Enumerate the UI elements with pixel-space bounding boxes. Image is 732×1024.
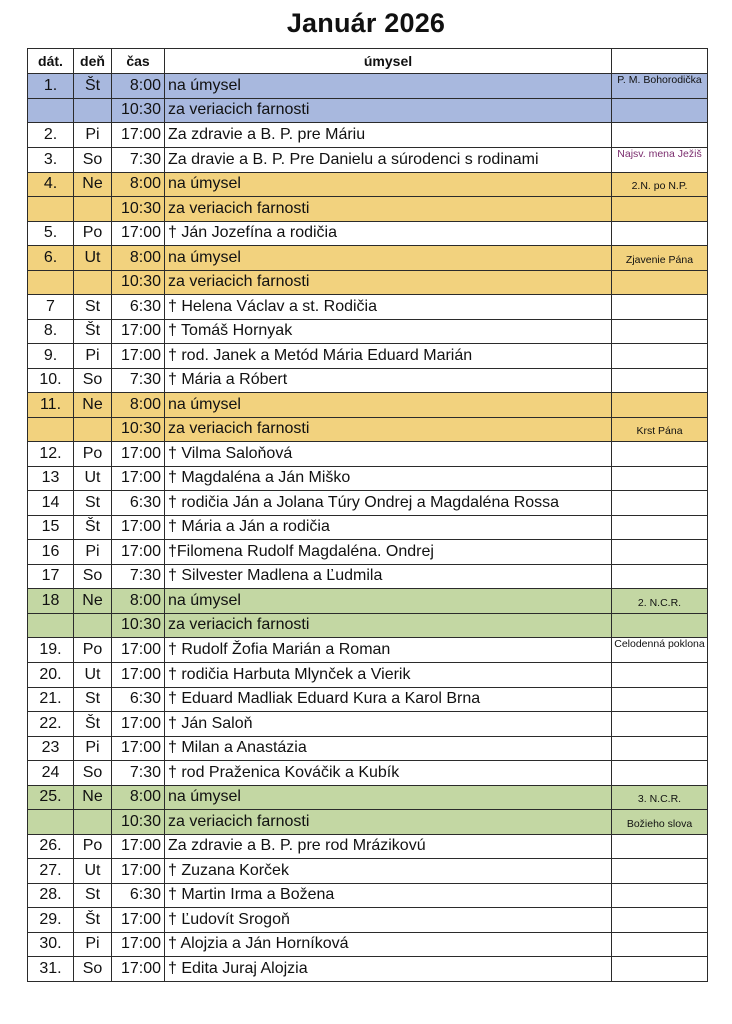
liturgical-note: 3. N.C.R.: [637, 793, 682, 806]
liturgical-note: [612, 451, 707, 456]
table-row: [28, 761, 708, 786]
intention-cell: za veriacich farnosti: [165, 810, 612, 835]
table-row: [28, 834, 708, 859]
date-cell: 23: [28, 736, 74, 761]
liturgical-note: [612, 893, 707, 898]
note-cell: [612, 638, 708, 663]
liturgical-note: [612, 525, 707, 530]
table-row: [28, 491, 708, 516]
table-row: [28, 908, 708, 933]
date-cell: 21.: [28, 687, 74, 712]
date-cell: 14: [28, 491, 74, 516]
table-row: [28, 172, 708, 197]
date-cell: 13: [28, 466, 74, 491]
liturgical-note: [612, 353, 707, 358]
liturgical-note: [612, 574, 707, 579]
table-row: [28, 883, 708, 908]
note-cell: [612, 540, 708, 565]
intention-cell: na úmysel: [165, 73, 612, 98]
day-cell: Pi: [74, 540, 112, 565]
note-cell: [612, 368, 708, 393]
intention-cell: † Vilma Saloňová: [165, 442, 612, 467]
day-cell: [74, 417, 112, 442]
liturgical-note: [612, 206, 707, 211]
header-intention: úmysel: [165, 49, 612, 74]
date-cell: 4.: [28, 172, 74, 197]
intention-cell: za veriacich farnosti: [165, 613, 612, 638]
day-cell: Pi: [74, 736, 112, 761]
note-cell: [612, 859, 708, 884]
date-cell: 15: [28, 515, 74, 540]
liturgical-note: [612, 868, 707, 873]
time-cell: 10:30: [112, 613, 165, 638]
day-cell: St: [74, 687, 112, 712]
date-cell: [28, 270, 74, 295]
time-cell: 10:30: [112, 810, 165, 835]
date-cell: [28, 613, 74, 638]
liturgical-note: Krst Pána: [636, 425, 683, 438]
time-cell: 10:30: [112, 197, 165, 222]
table-row: [28, 368, 708, 393]
date-cell: 1.: [28, 73, 74, 98]
liturgical-note: [612, 746, 707, 751]
day-cell: [74, 270, 112, 295]
time-cell: 17:00: [112, 663, 165, 688]
intention-cell: Za zdravie a B. P. pre Máriu: [165, 123, 612, 148]
table-row: [28, 785, 708, 810]
intention-cell: † rodičia Harbuta Mlynček a Vierik: [165, 663, 612, 688]
time-cell: 17:00: [112, 123, 165, 148]
intention-cell: † Ján Saloň: [165, 712, 612, 737]
intention-cell: na úmysel: [165, 246, 612, 271]
note-cell: [612, 564, 708, 589]
table-row: [28, 393, 708, 418]
liturgical-note: [612, 549, 707, 554]
day-cell: Ne: [74, 172, 112, 197]
note-cell: [612, 442, 708, 467]
liturgical-note: Božieho slova: [626, 817, 693, 830]
intention-cell: Za dravie a B. P. Pre Danielu a súrodenci s rodinami: [165, 147, 612, 172]
header-time: čas: [112, 49, 165, 74]
liturgical-note: [612, 942, 707, 947]
day-cell: Ne: [74, 589, 112, 614]
day-cell: [74, 810, 112, 835]
date-cell: [28, 810, 74, 835]
note-cell: [612, 246, 708, 271]
liturgical-note: [612, 132, 707, 137]
note-cell: [612, 810, 708, 835]
date-cell: 17: [28, 564, 74, 589]
note-cell: [612, 687, 708, 712]
table-row: [28, 295, 708, 320]
intention-cell: † Martin Irma a Božena: [165, 883, 612, 908]
day-cell: So: [74, 761, 112, 786]
note-cell: [612, 589, 708, 614]
note-cell: [612, 344, 708, 369]
intention-cell: na úmysel: [165, 785, 612, 810]
note-cell: [612, 908, 708, 933]
intention-cell: na úmysel: [165, 393, 612, 418]
table-row: [28, 344, 708, 369]
time-cell: 17:00: [112, 932, 165, 957]
note-cell: [612, 834, 708, 859]
liturgical-note: [612, 280, 707, 285]
intention-cell: za veriacich farnosti: [165, 417, 612, 442]
intention-cell: †Filomena Rudolf Magdaléna. Ondrej: [165, 540, 612, 565]
intention-cell: † Mária a Ján a rodičia: [165, 515, 612, 540]
date-cell: 18: [28, 589, 74, 614]
intention-cell: † rodičia Ján a Jolana Túry Ondrej a Magdaléna Rossa: [165, 491, 612, 516]
table-row: [28, 613, 708, 638]
table-row: [28, 810, 708, 835]
note-cell: [612, 957, 708, 982]
time-cell: 7:30: [112, 564, 165, 589]
time-cell: 17:00: [112, 466, 165, 491]
header-date: dát.: [28, 49, 74, 74]
date-cell: 30.: [28, 932, 74, 957]
table-row: [28, 712, 708, 737]
day-cell: Št: [74, 319, 112, 344]
note-cell: [612, 663, 708, 688]
table-row: [28, 197, 708, 222]
date-cell: 9.: [28, 344, 74, 369]
day-cell: [74, 98, 112, 123]
date-cell: 19.: [28, 638, 74, 663]
table-row: [28, 98, 708, 123]
note-cell: [612, 466, 708, 491]
time-cell: 17:00: [112, 344, 165, 369]
intention-cell: † Eduard Madliak Eduard Kura a Karol Brna: [165, 687, 612, 712]
date-cell: 31.: [28, 957, 74, 982]
day-cell: Pi: [74, 344, 112, 369]
time-cell: 17:00: [112, 957, 165, 982]
table-row: [28, 589, 708, 614]
table-row: [28, 540, 708, 565]
table-row: [28, 466, 708, 491]
time-cell: 8:00: [112, 785, 165, 810]
table-row: [28, 417, 708, 442]
intention-cell: za veriacich farnosti: [165, 98, 612, 123]
liturgical-note: Celodenná poklona: [614, 638, 705, 650]
time-cell: 10:30: [112, 417, 165, 442]
date-cell: 11.: [28, 393, 74, 418]
day-cell: Ut: [74, 663, 112, 688]
note-cell: [612, 393, 708, 418]
liturgical-note: [612, 672, 707, 677]
note-cell: [612, 147, 708, 172]
day-cell: Pi: [74, 123, 112, 148]
liturgical-note: [612, 378, 707, 383]
intention-cell: † Ján Jozefína a rodičia: [165, 221, 612, 246]
time-cell: 17:00: [112, 319, 165, 344]
page-title: Január 2026: [286, 8, 446, 38]
note-cell: [612, 515, 708, 540]
liturgical-note: [612, 966, 707, 971]
table-row: [28, 957, 708, 982]
day-cell: So: [74, 368, 112, 393]
table-row: [28, 147, 708, 172]
date-cell: 2.: [28, 123, 74, 148]
intention-cell: † Helena Václav a st. Rodičia: [165, 295, 612, 320]
note-cell: [612, 270, 708, 295]
time-cell: 7:30: [112, 761, 165, 786]
time-cell: 7:30: [112, 368, 165, 393]
table-row: [28, 687, 708, 712]
table-body: [28, 73, 708, 981]
day-cell: Ut: [74, 466, 112, 491]
liturgical-note: [612, 770, 707, 775]
date-cell: 24: [28, 761, 74, 786]
time-cell: 17:00: [112, 442, 165, 467]
liturgical-note: [612, 329, 707, 334]
time-cell: 8:00: [112, 589, 165, 614]
time-cell: 17:00: [112, 221, 165, 246]
time-cell: 17:00: [112, 638, 165, 663]
time-cell: 6:30: [112, 295, 165, 320]
day-cell: Po: [74, 638, 112, 663]
time-cell: 10:30: [112, 98, 165, 123]
liturgical-note: [612, 476, 707, 481]
table-row: [28, 515, 708, 540]
date-cell: 27.: [28, 859, 74, 884]
note-cell: [612, 785, 708, 810]
table-row: [28, 638, 708, 663]
time-cell: 8:00: [112, 172, 165, 197]
date-cell: 28.: [28, 883, 74, 908]
intention-cell: † Alojzia a Ján Horníková: [165, 932, 612, 957]
note-cell: [612, 932, 708, 957]
liturgical-note: [612, 844, 707, 849]
note-cell: [612, 221, 708, 246]
table-row: [28, 73, 708, 98]
time-cell: 17:00: [112, 712, 165, 737]
liturgical-note: [612, 623, 707, 628]
intention-cell: † Silvester Madlena a Ľudmila: [165, 564, 612, 589]
table-row: [28, 736, 708, 761]
liturgical-note: [612, 500, 707, 505]
intention-cell: † Edita Juraj Alojzia: [165, 957, 612, 982]
intention-cell: † Zuzana Korček: [165, 859, 612, 884]
time-cell: 6:30: [112, 687, 165, 712]
time-cell: 7:30: [112, 147, 165, 172]
time-cell: 8:00: [112, 246, 165, 271]
note-cell: [612, 295, 708, 320]
table-row: [28, 221, 708, 246]
time-cell: 17:00: [112, 859, 165, 884]
header-note: [612, 49, 708, 74]
liturgical-note: Najsv. mena Ježiš: [617, 147, 702, 160]
table-row: [28, 442, 708, 467]
day-cell: St: [74, 295, 112, 320]
date-cell: 29.: [28, 908, 74, 933]
time-cell: 17:00: [112, 908, 165, 933]
date-cell: [28, 197, 74, 222]
intention-cell: † Rudolf Žofia Marián a Roman: [165, 638, 612, 663]
liturgical-note: 2. N.C.R.: [637, 596, 682, 609]
table-row: [28, 663, 708, 688]
day-cell: Št: [74, 515, 112, 540]
table-row: [28, 319, 708, 344]
date-cell: [28, 98, 74, 123]
note-cell: [612, 319, 708, 344]
note-cell: [612, 98, 708, 123]
day-cell: Ut: [74, 246, 112, 271]
time-cell: 6:30: [112, 883, 165, 908]
mass-schedule-table: [27, 48, 708, 982]
liturgical-note: [612, 231, 707, 236]
intention-cell: na úmysel: [165, 172, 612, 197]
intention-cell: † Magdaléna a Ján Miško: [165, 466, 612, 491]
time-cell: 8:00: [112, 73, 165, 98]
note-cell: [612, 417, 708, 442]
day-cell: Po: [74, 221, 112, 246]
day-cell: Po: [74, 834, 112, 859]
date-cell: 12.: [28, 442, 74, 467]
day-cell: Št: [74, 712, 112, 737]
intention-cell: na úmysel: [165, 589, 612, 614]
note-cell: [612, 736, 708, 761]
intention-cell: za veriacich farnosti: [165, 197, 612, 222]
liturgical-note: P. M. Bohorodička: [617, 73, 702, 86]
date-cell: 10.: [28, 368, 74, 393]
day-cell: St: [74, 491, 112, 516]
date-cell: 22.: [28, 712, 74, 737]
intention-cell: † Milan a Anastázia: [165, 736, 612, 761]
date-cell: 20.: [28, 663, 74, 688]
time-cell: 17:00: [112, 515, 165, 540]
date-cell: 7: [28, 295, 74, 320]
day-cell: St: [74, 883, 112, 908]
intention-cell: za veriacich farnosti: [165, 270, 612, 295]
date-cell: 26.: [28, 834, 74, 859]
day-cell: Pi: [74, 932, 112, 957]
day-cell: Ne: [74, 785, 112, 810]
date-cell: 16: [28, 540, 74, 565]
date-cell: 8.: [28, 319, 74, 344]
table-header-row: [28, 49, 708, 74]
day-cell: So: [74, 957, 112, 982]
time-cell: 17:00: [112, 834, 165, 859]
table-row: [28, 932, 708, 957]
note-cell: [612, 883, 708, 908]
note-cell: [612, 172, 708, 197]
time-cell: 17:00: [112, 736, 165, 761]
day-cell: Po: [74, 442, 112, 467]
liturgical-note: [612, 721, 707, 726]
intention-cell: † Mária a Róbert: [165, 368, 612, 393]
table-row: [28, 859, 708, 884]
header-day: deň: [74, 49, 112, 74]
day-cell: Ut: [74, 859, 112, 884]
time-cell: 6:30: [112, 491, 165, 516]
intention-cell: Za zdravie a B. P. pre rod Mrázikovú: [165, 834, 612, 859]
day-cell: Št: [74, 73, 112, 98]
liturgical-note: [612, 304, 707, 309]
liturgical-note: [612, 917, 707, 922]
note-cell: [612, 491, 708, 516]
day-cell: [74, 197, 112, 222]
date-cell: 25.: [28, 785, 74, 810]
day-cell: So: [74, 564, 112, 589]
day-cell: [74, 613, 112, 638]
table-row: [28, 123, 708, 148]
day-cell: Ne: [74, 393, 112, 418]
time-cell: 17:00: [112, 540, 165, 565]
table-row: [28, 564, 708, 589]
table-row: [28, 246, 708, 271]
note-cell: [612, 712, 708, 737]
intention-cell: † rod. Janek a Metód Mária Eduard Marián: [165, 344, 612, 369]
liturgical-note: [612, 697, 707, 702]
time-cell: 8:00: [112, 393, 165, 418]
note-cell: [612, 123, 708, 148]
date-cell: 3.: [28, 147, 74, 172]
liturgical-note: [612, 108, 707, 113]
note-cell: [612, 613, 708, 638]
day-cell: Št: [74, 908, 112, 933]
intention-cell: † Ľudovít Srogoň: [165, 908, 612, 933]
day-cell: So: [74, 147, 112, 172]
table-row: [28, 270, 708, 295]
date-cell: 6.: [28, 246, 74, 271]
liturgical-note: [612, 402, 707, 407]
intention-cell: † Tomáš Hornyak: [165, 319, 612, 344]
note-cell: [612, 73, 708, 98]
liturgical-note: Zjavenie Pána: [625, 253, 694, 266]
date-cell: 5.: [28, 221, 74, 246]
note-cell: [612, 761, 708, 786]
liturgical-note: 2.N. po N.P.: [631, 180, 688, 193]
intention-cell: † rod Praženica Kováčik a Kubík: [165, 761, 612, 786]
date-cell: [28, 417, 74, 442]
note-cell: [612, 197, 708, 222]
time-cell: 10:30: [112, 270, 165, 295]
